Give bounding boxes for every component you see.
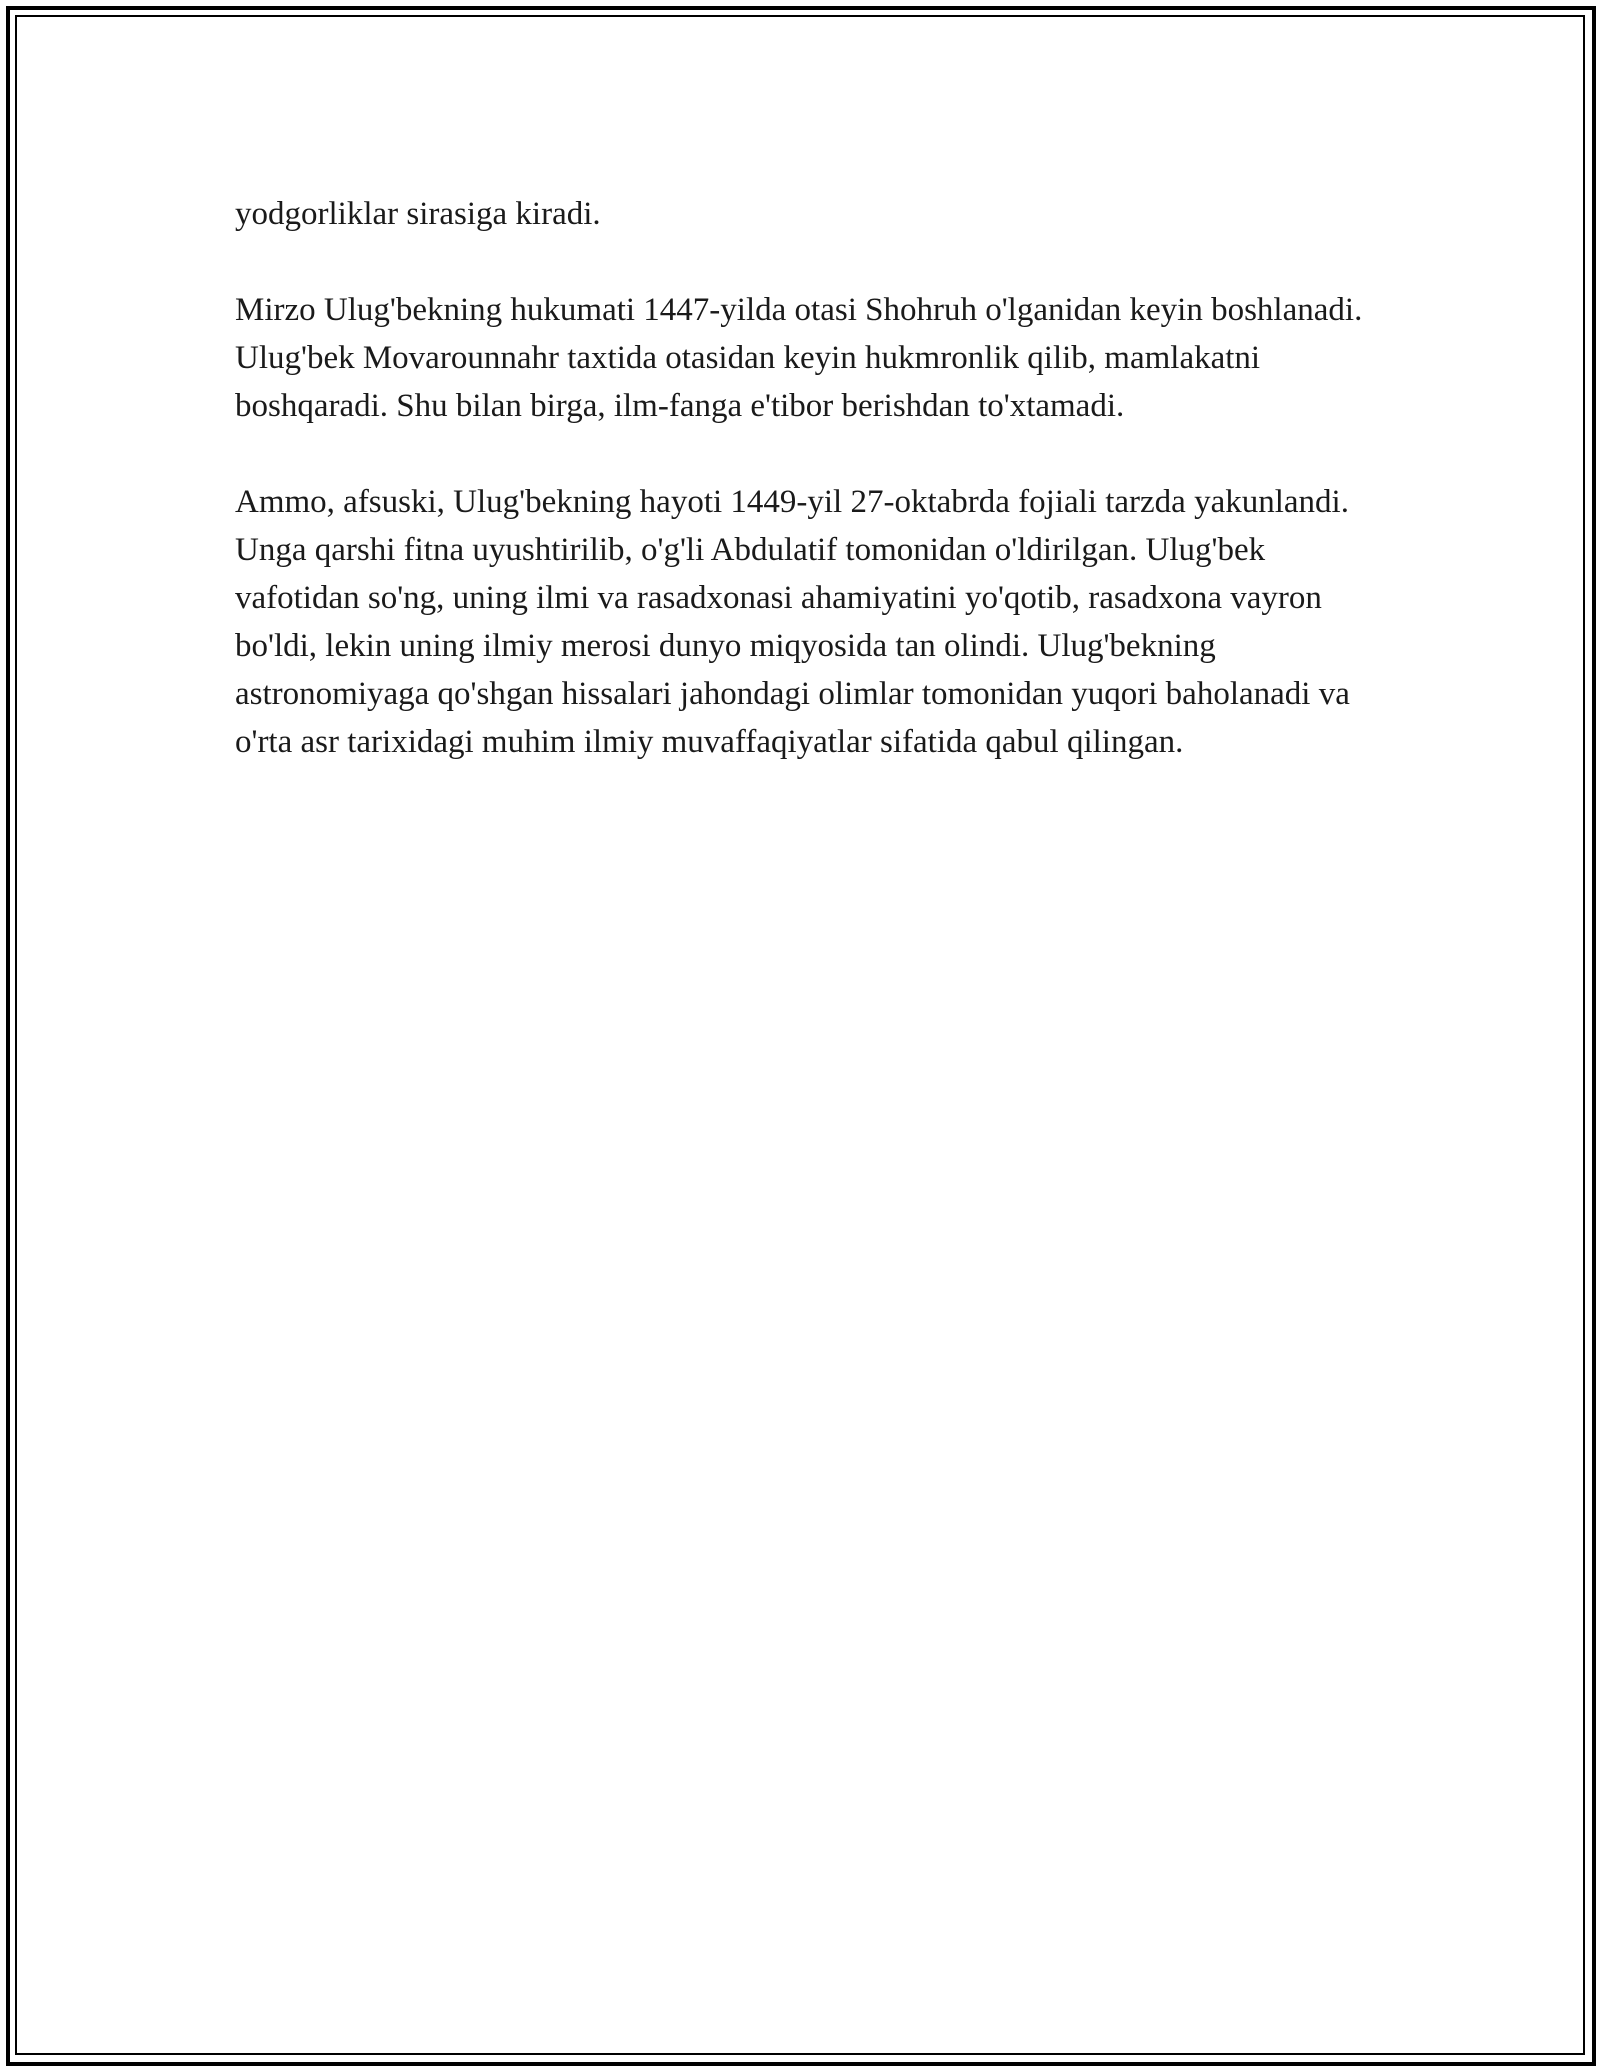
paragraph-continuation: yodgorliklar sirasiga kiradi. — [235, 196, 601, 232]
document-body — [235, 190, 1385, 814]
paragraph-death: Ammo, afsuski, Ulug'bekning hayoti 1449-yil 27-oktabrda fojiali tarzda yakunlandi. Unga qarshi fitna uyushtirilib, o'g'li Abdulatif tomonidan o'ldirilgan. Ulug'bek vafotidan so'ng, uning ilmi va rasadxonasi ahamiyatini yo'qotib, rasadxona vayron bo'ldi, lekin uning ilmiy merosi dunyo miqyosida tan olindi. Ulug'bekning astronomiyaga qo'shgan hissalari jahondagi olimlar tomonidan yuqori baholanadi va o'rta asr tarixidagi muhim ilmiy muvaffaqiyatlar sifatida qabul qilingan. — [235, 484, 1350, 760]
paragraph-reign: Mirzo Ulug'bekning hukumati 1447-yilda otasi Shohruh o'lganidan keyin boshlanadi. Ulug'bek Movarounnahr taxtida otasidan keyin hukmronlik qilib, mamlakatni boshqaradi. Shu bilan birga, ilm-fanga e'tibor berishdan to'xtamadi. — [235, 292, 1363, 424]
